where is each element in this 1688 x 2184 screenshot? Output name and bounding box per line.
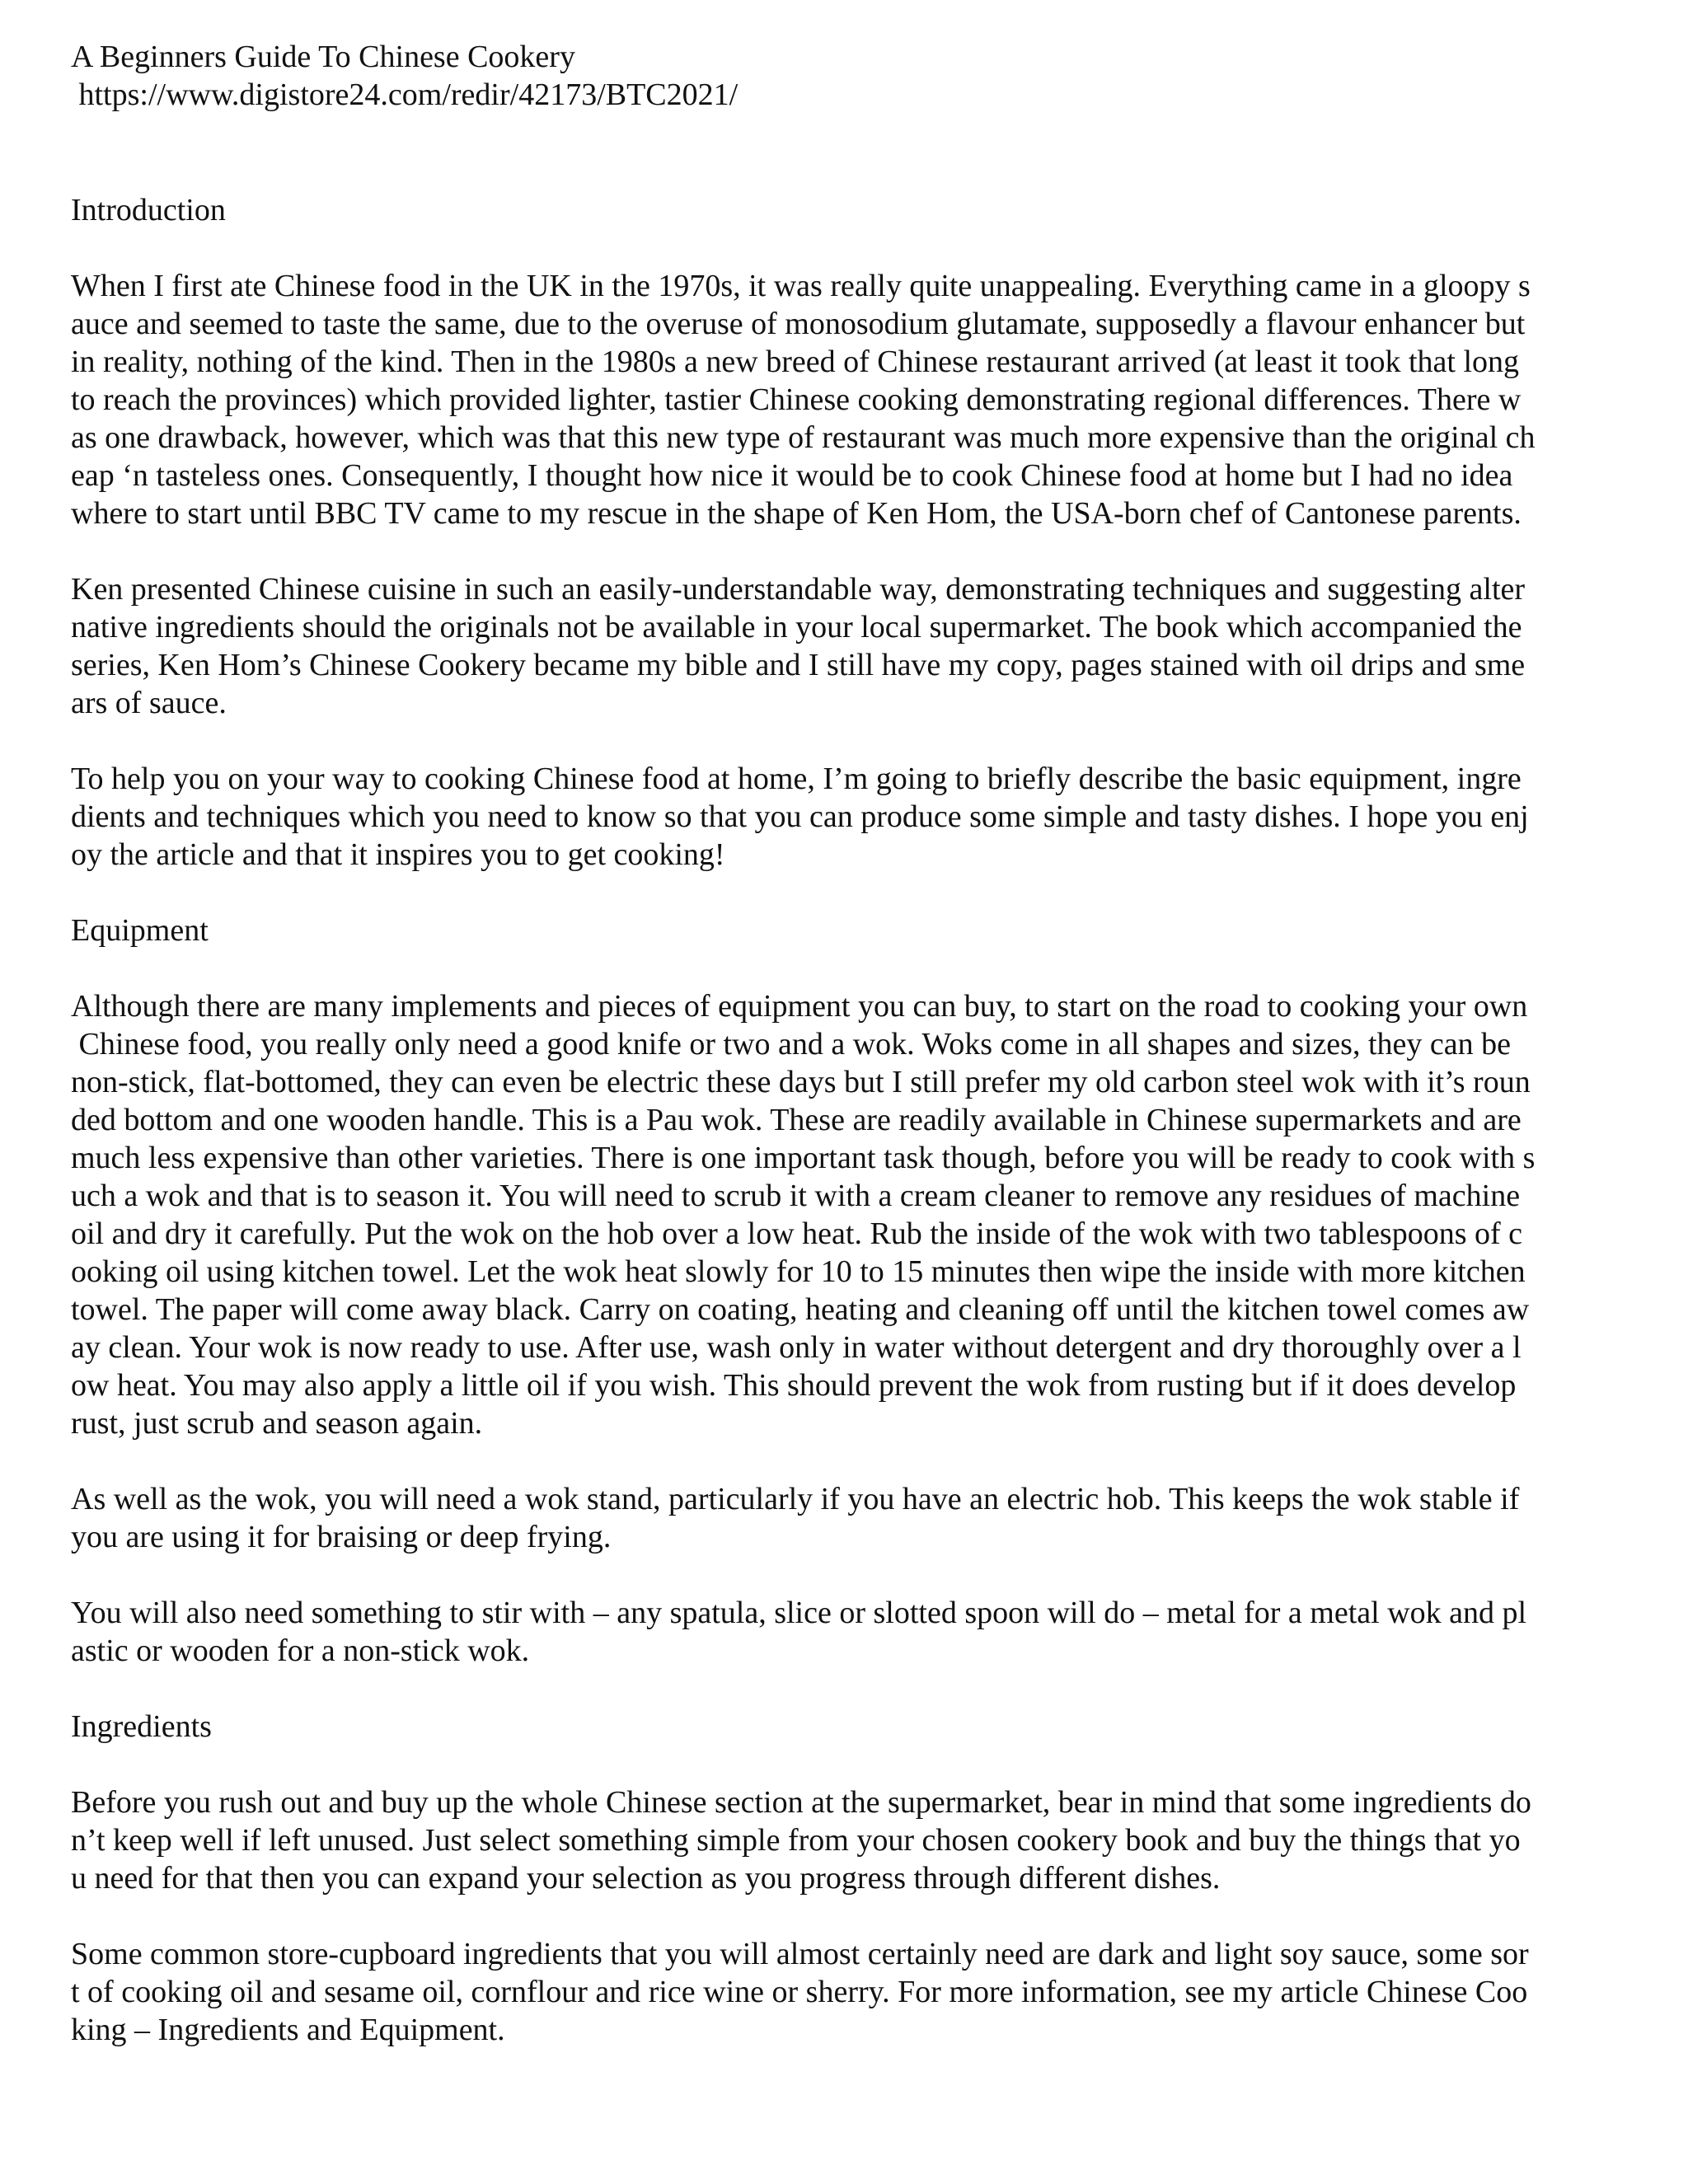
paragraph-equipment-3 bbox=[71, 1594, 1637, 1670]
heading-introduction: Introduction bbox=[71, 193, 226, 227]
text-line: Ken presented Chinese cuisine in such an easily-understandable way, demonstrating techniques and suggesting alter bbox=[71, 572, 1526, 607]
text-line: rust, just scrub and season again. bbox=[71, 1406, 483, 1441]
text-line bbox=[71, 76, 1637, 114]
paragraph-equipment-2 bbox=[71, 1480, 1637, 1556]
text-line: ars of sauce. bbox=[71, 686, 227, 720]
text-line: t of cooking oil and sesame oil, cornflour and rice wine or sherry. For more information, see my article Chinese Coo bbox=[71, 1975, 1528, 2009]
text-line: When I first ate Chinese food in the UK in the 1970s, it was really quite unappealing. Everything came in a gloopy s bbox=[71, 269, 1531, 303]
paragraph-intro-2 bbox=[71, 570, 1637, 722]
heading-ingredients: Ingredients bbox=[71, 1709, 212, 1744]
heading-equipment: Equipment bbox=[71, 913, 209, 948]
text-line: To help you on your way to cooking Chinese food at home, I’m going to briefly describe the basic equipment, ingre bbox=[71, 762, 1522, 796]
paragraph-equipment-1 bbox=[71, 987, 1637, 1442]
text-line: oil and dry it carefully. Put the wok on the hob over a low heat. Rub the inside of the wok with two tablespoons of c bbox=[71, 1216, 1523, 1251]
text-line: As well as the wok, you will need a wok stand, particularly if you have an electric hob. This keeps the wok stable if bbox=[71, 1482, 1520, 1516]
text-line: king – Ingredients and Equipment. bbox=[71, 2013, 505, 2047]
text-line: as one drawback, however, which was that this new type of restaurant was much more expensive than the original ch bbox=[71, 420, 1536, 455]
text-line: non-stick, flat-bottomed, they can even be electric these days but I still prefer my old carbon steel wok with it’s roun bbox=[71, 1065, 1531, 1099]
text-line: uch a wok and that is to season it. You will need to scrub it with a cream cleaner to remove any residues of machine bbox=[71, 1179, 1521, 1213]
paragraph-ingredients-2 bbox=[71, 1935, 1637, 2049]
text-line: where to start until BBC TV came to my rescue in the shape of Ken Hom, the USA-born chef of Cantonese parents. bbox=[71, 496, 1522, 531]
document-page bbox=[71, 38, 1637, 2049]
text-line: ded bottom and one wooden handle. This is a Pau wok. These are readily available in Chinese supermarkets and are bbox=[71, 1103, 1522, 1137]
paragraph-intro-1 bbox=[71, 267, 1637, 532]
text-line: Some common store-cupboard ingredients that you will almost certainly need are dark and light soy sauce, some sor bbox=[71, 1937, 1529, 1971]
text-line: n’t keep well if left unused. Just select something simple from your chosen cookery book and buy the things that yo bbox=[71, 1823, 1521, 1858]
text-line: towel. The paper will come away black. Carry on coating, heating and cleaning off until the kitchen towel comes aw bbox=[71, 1292, 1530, 1327]
document-title: A Beginners Guide To Chinese Cookery bbox=[71, 40, 575, 74]
text-line: Before you rush out and buy up the whole Chinese section at the supermarket, bear in mind that some ingredients do bbox=[71, 1785, 1531, 1820]
paragraph-ingredients-1 bbox=[71, 1783, 1637, 1897]
text-line: in reality, nothing of the kind. Then in the 1980s a new breed of Chinese restaurant arrived (at least it took that long bbox=[71, 344, 1520, 379]
text-line: to reach the provinces) which provided lighter, tastier Chinese cooking demonstrating regional differences. There w bbox=[71, 382, 1522, 417]
text-line: native ingredients should the originals not be available in your local supermarket. The book which accompanied the bbox=[71, 610, 1522, 644]
text-line: you are using it for braising or deep frying. bbox=[71, 1520, 612, 1554]
text-line: ow heat. You may also apply a little oil if you wish. This should prevent the wok from rusting but if it does develop bbox=[71, 1368, 1517, 1403]
text-line: ay clean. Your wok is now ready to use. After use, wash only in water without detergent and dry thoroughly over a l bbox=[71, 1330, 1522, 1365]
text-line: Although there are many implements and pieces of equipment you can buy, to start on the road to cooking your own bbox=[71, 989, 1528, 1024]
document-link[interactable]: https://www.digistore24.com/redir/42173/BTC2021/ bbox=[71, 77, 738, 112]
text-line: You will also need something to stir with – any spatula, slice or slotted spoon will do – metal for a metal wok and pl bbox=[71, 1596, 1527, 1630]
text-line: eap ‘n tasteless ones. Consequently, I thought how nice it would be to cook Chinese food at home but I had no idea bbox=[71, 458, 1513, 493]
text-line: Chinese food, you really only need a good knife or two and a wok. Woks come in all shapes and sizes, they can be bbox=[71, 1027, 1511, 1062]
text-line: auce and seemed to taste the same, due to the overuse of monosodium glutamate, supposedly a flavour enhancer but bbox=[71, 307, 1526, 341]
text-line: dients and techniques which you need to know so that you can produce some simple and tasty dishes. I hope you enj bbox=[71, 799, 1529, 834]
text-line: much less expensive than other varieties. There is one important task though, before you will be ready to cook with s bbox=[71, 1141, 1536, 1175]
paragraph-intro-3 bbox=[71, 760, 1637, 874]
text-line: series, Ken Hom’s Chinese Cookery became my bible and I still have my copy, pages stained with oil drips and sme bbox=[71, 648, 1526, 682]
text-line: u need for that then you can expand your selection as you progress through different dishes. bbox=[71, 1861, 1221, 1896]
text-line: astic or wooden for a non-stick wok. bbox=[71, 1633, 530, 1668]
text-line: ooking oil using kitchen towel. Let the wok heat slowly for 10 to 15 minutes then wipe the inside with more kitchen bbox=[71, 1254, 1526, 1289]
text-line: oy the article and that it inspires you to get cooking! bbox=[71, 837, 725, 872]
